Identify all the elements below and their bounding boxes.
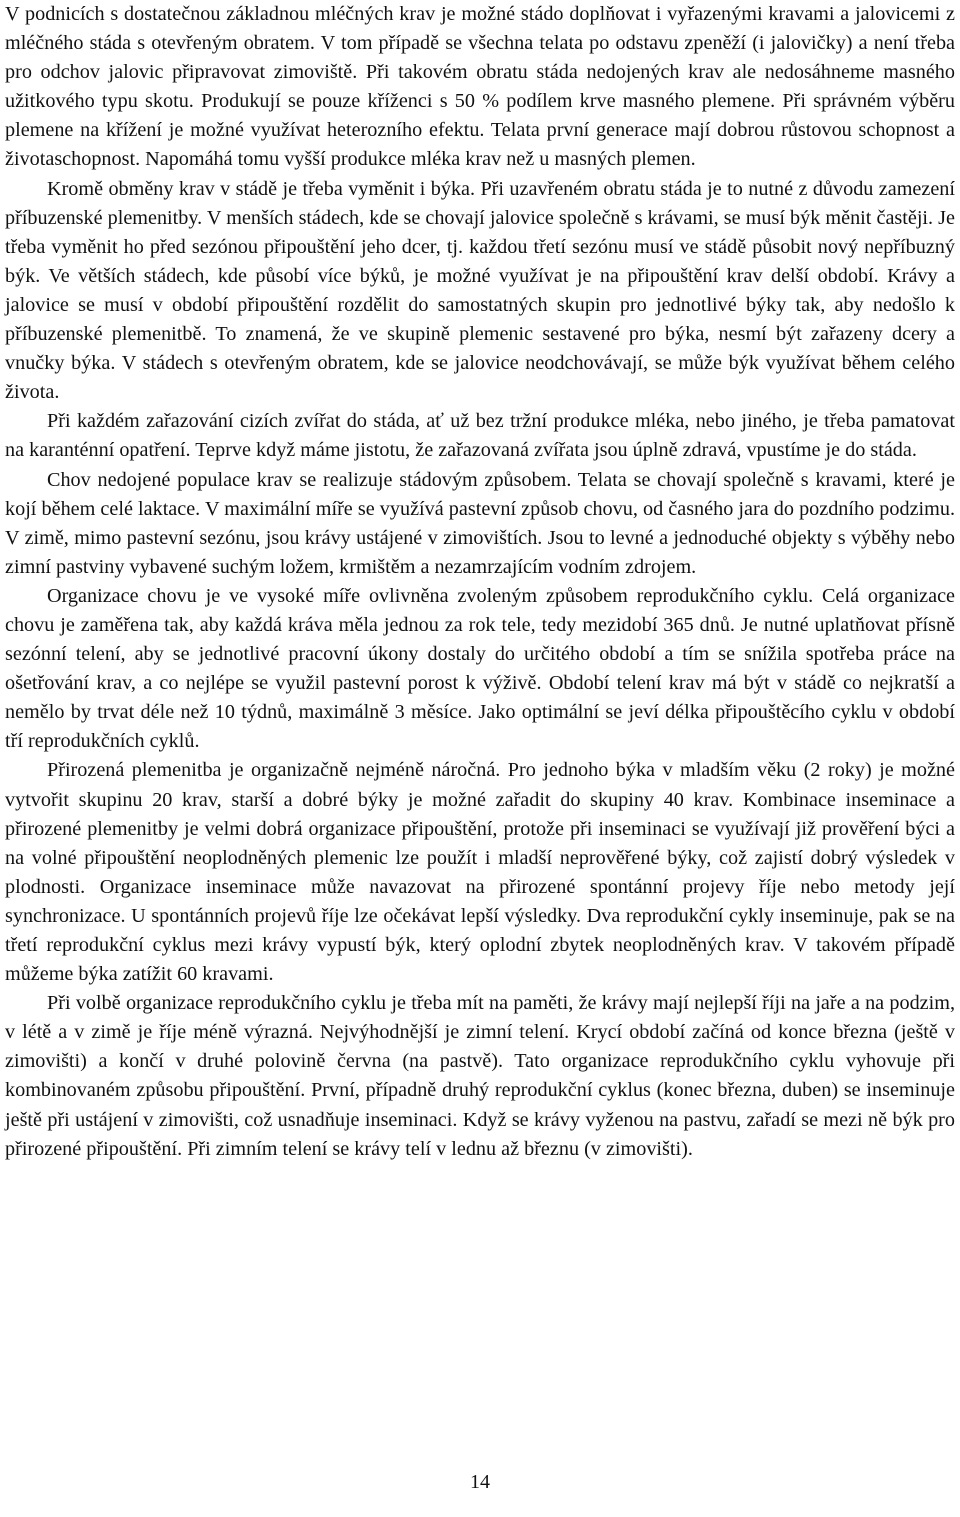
- paragraph-natural-breeding: Přirozená plemenitba je organizačně nejméně náročná. Pro jednoho býka v mladším věku (2 roky) je možné vytvořit skupinu 20 krav, starší a dobré býky je možné zařadit do skupiny 40 krav. Kombinace inseminace a přirozené plemenitby je velmi dobrá organizace připouštění, protože při inseminaci se využívají již prověření býci a na volné připouštění neoplodněných plemenic lze použít i mladší neprověřené býky, což zajistí dobrý výsledek v plodnosti. Organizace inseminace může navazovat na přirozené spontánní projevy říje nebo metody její synchronizace. U spontánních projevů říje lze očekávat lepší výsledky. Dva reprodukční cykly inseminuje, pak se na třetí reprodukční cyklus mezi krávy vypustí býk, který oplodní zbytek neoplodněných krav. V takovém případě můžeme býka zatížit 60 kravami.: [5, 759, 955, 986]
- paragraph-reproductive-cycle: Při volbě organizace reprodukčního cyklu je třeba mít na paměti, že krávy mají nejlepší říji na jaře a na podzim, v létě a v zimě je říje méně výrazná. Nejvýhodnější je zimní telení. Krycí období začíná od konce března (ještě v zimovišti) a končí v druhé polovině června (na pastvě). Tato organizace reprodukčního cyklu vyhovuje při kombinovaném způsobu připouštění. První, případně druhý reprodukční cyklus (konec března, duben) se inseminuje ještě při ustájení v zimovišti, což usnadňuje inseminaci. Když se krávy vyženou na pastvu, zařadí se mezi ně býk pro přirozené připouštění. Při zimním telení se krávy telí v lednu až březnu (v zimovišti).: [5, 992, 955, 1160]
- paragraph-quarantine: Při každém zařazování cizích zvířat do stáda, ať už bez tržní produkce mléka, nebo jiného, je třeba pamatovat na karanténní opatření. Teprve když máme jistotu, že zařazovaná zvířata jsou úplně zdravá, vpustíme je do stáda.: [5, 410, 955, 462]
- paragraph-breeding-organization: Organizace chovu je ve vysoké míře ovlivněna zvoleným způsobem reprodukčního cyklu. Celá organizace chovu je zaměřena tak, aby každá kráva měla jednou za rok tele, tedy mezidobí 365 dnů. Je nutné uplatňovat přísně sezónní telení, aby se jednotlivé pracovní úkony dostaly do určitého období a tím se snížila spotřeba práce na ošetřování krav, a co nejlépe se využil pastevní porost k výživě. Období telení krav má být v stádě co nejkratší a nemělo by trvat déle než 10 týdnů, maximálně 3 měsíce. Jako optimální se jeví délka připouštěcího cyklu v období tří reprodukčních cyklů.: [5, 584, 955, 753]
- page-number: 14: [470, 1471, 490, 1493]
- paragraph-herd-housing: Chov nedojené populace krav se realizuje stádovým způsobem. Telata se chovají společně s kravami, které je kojí během celé laktace. V maximální míře se využívá pastevní způsob chovu, od časného jara do pozdního podzimu. V zimě, mimo pastevní sezónu, jsou krávy ustájené v zimovištích. Jsou to levné a jednoduché objekty s výběhy nebo zimní pastviny vybavené suchým ložem, krmištěm a nezamrzajícím vodním zdrojem.: [5, 468, 955, 578]
- document-page: [5, 0, 955, 1164]
- paragraph-herd-replacement: V podnicích s dostatečnou základnou mléčných krav je možné stádo doplňovat i vyřazenými kravami a jalovicemi z mléčného stáda s otevřeným obratem. V tom případě se všechna telata po odstavu zpeněží (i jalovičky) a není třeba pro odchov jalovic připravovat zimoviště. Při takovém obratu stáda nedojených krav ale nedosáhneme masného užitkového typu skotu. Produkují se pouze kříženci s 50 % podílem krve masného plemene. Při správném výběru plemene na křížení je možné využívat heterozního efektu. Telata první generace mají dobrou růstovou schopnost a životaschopnost. Napomáhá tomu vyšší produkce mléka krav než u masných plemen.: [5, 3, 955, 171]
- paragraph-bull-exchange: Kromě obměny krav v stádě je třeba vyměnit i býka. Při uzavřeném obratu stáda je to nutné z důvodu zamezení příbuzenské plemenitby. V menších stádech, kde se chovají jalovice společně s krávami, se musí býk měnit častěji. Je třeba vyměnit ho před sezónou připouštění jeho dcer, tj. každou třetí sezónu musí ve stádě působit nový nepříbuzný býk. Ve větších stádech, kde působí více býků, je možné využívat je na připouštění krav delší období. Krávy a jalovice se musí v období připouštění rozdělit do samostatných skupin pro jednotlivé býky tak, aby nedošlo k příbuzenské plemenitbě. To znamená, že ve skupině plemenic sestavené pro býka, nesmí být zařazeny dcery a vnučky býka. V stádech s otevřeným obratem, kde se jalovice neodchovávají, se může býk využívat během celého života.: [5, 177, 955, 404]
